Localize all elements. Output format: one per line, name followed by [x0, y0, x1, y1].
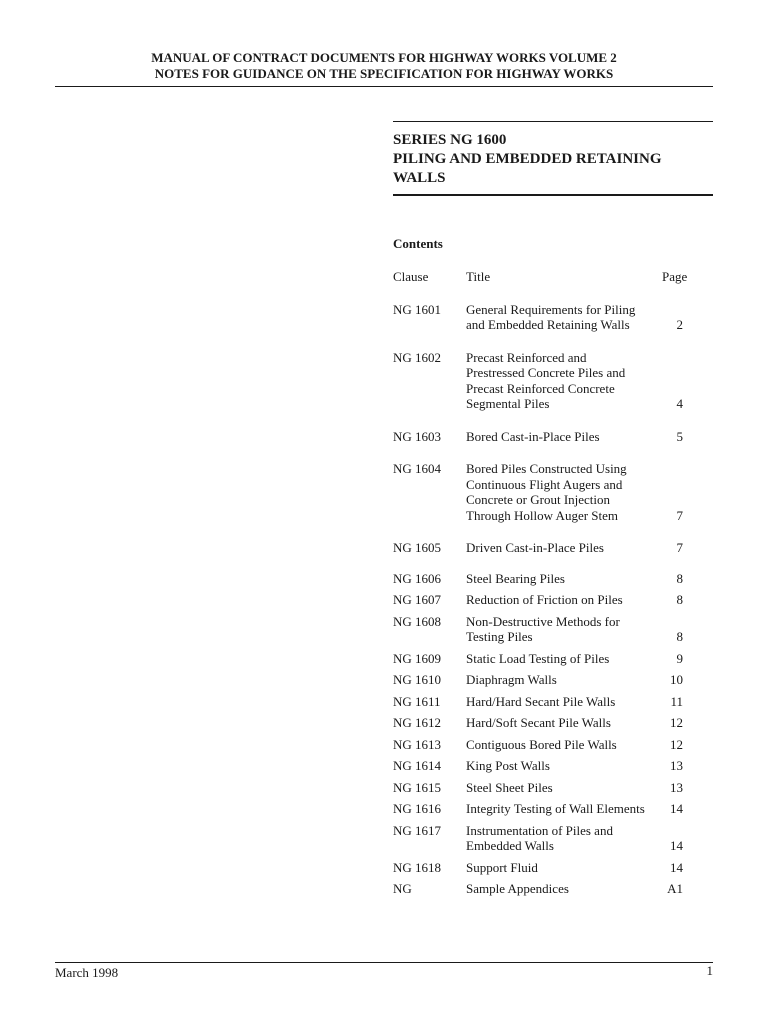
contents-entry — [393, 737, 693, 753]
entry-title: Reduction of Friction on Piles — [466, 592, 623, 607]
entry-title: Static Load Testing of Piles — [466, 650, 610, 666]
header-rule — [55, 86, 713, 87]
entry-title: Support Fluid — [466, 859, 538, 875]
contents-entry — [393, 694, 693, 710]
entry-page: 8 — [676, 570, 683, 586]
header-line-2: NOTES FOR GUIDANCE ON THE SPECIFICATION FOR HIGHWAY WORKS — [154, 66, 614, 81]
entry-clause: NG 1616 — [393, 801, 442, 816]
entry-page: 11 — [670, 693, 683, 709]
footer-rule — [55, 962, 713, 963]
contents-entry — [393, 823, 693, 854]
series-top-rule — [393, 121, 713, 122]
contents-entry — [393, 540, 693, 556]
entry-page: 10 — [670, 672, 683, 687]
entry-title: Bored Cast-in-Place Piles — [466, 428, 600, 444]
entry-clause: NG 1603 — [393, 428, 442, 444]
entry-clause: NG 1612 — [393, 715, 442, 730]
contents-entry — [393, 672, 693, 688]
footer-page-number: 1 — [706, 963, 713, 978]
entry-clause: NG 1604 — [393, 461, 442, 476]
entry-title: Hard/Soft Secant Pile Walls — [466, 715, 611, 730]
entry-clause: NG 1602 — [393, 349, 442, 365]
contents-entry — [393, 715, 693, 731]
entry-page: 8 — [676, 592, 683, 607]
entry-clause: NG 1607 — [393, 592, 442, 607]
entry-title: Diaphragm Walls — [466, 672, 557, 687]
entry-clause: NG 1614 — [393, 758, 442, 773]
series-name-line-2: WALLS — [393, 170, 446, 186]
entry-page: 13 — [670, 758, 683, 773]
contents-entry — [393, 651, 693, 667]
entry-title: Contiguous Bored Pile Walls — [466, 736, 617, 752]
entry-page: 4 — [676, 396, 683, 411]
entry-page: 13 — [670, 779, 683, 795]
entry-page: 14 — [670, 801, 683, 816]
contents-entry — [393, 350, 693, 412]
entry-title: Instrumentation of Piles and Embedded Walls — [466, 822, 613, 853]
series-title — [393, 131, 713, 188]
entry-page: 7 — [676, 507, 683, 523]
contents-column-headers — [393, 269, 693, 285]
entry-page: 5 — [676, 428, 683, 444]
entry-page: 14 — [670, 859, 683, 875]
column-header-clause: Clause — [393, 269, 429, 284]
contents-heading: Contents — [393, 236, 443, 251]
contents-entry — [393, 860, 693, 876]
contents-entry — [393, 780, 693, 796]
entry-title: Driven Cast-in-Place Piles — [466, 540, 604, 555]
entry-clause: NG 1605 — [393, 540, 442, 555]
entry-clause: NG 1609 — [393, 650, 442, 666]
contents-entry — [393, 614, 693, 645]
entry-title: Non-Destructive Methods for Testing Piles — [466, 613, 620, 644]
contents-entry — [393, 801, 693, 817]
entry-page: 12 — [670, 715, 683, 730]
contents-entries — [393, 302, 693, 897]
entry-page: 12 — [670, 736, 683, 752]
contents-entry — [393, 592, 693, 608]
series-number: SERIES NG 1600 — [393, 132, 507, 148]
contents-entry — [393, 758, 693, 774]
contents-table — [393, 269, 693, 897]
entry-clause: NG 1615 — [393, 779, 442, 795]
entry-page: 9 — [676, 650, 683, 666]
footer-date: March 1998 — [55, 965, 119, 980]
entry-title: Hard/Hard Secant Pile Walls — [466, 693, 616, 709]
entry-title: Steel Sheet Piles — [466, 779, 553, 795]
entry-title: Integrity Testing of Wall Elements — [466, 801, 645, 816]
contents-entry — [393, 429, 693, 445]
entry-clause: NG 1613 — [393, 736, 442, 752]
contents-entry — [393, 571, 693, 587]
entry-title: Bored Piles Constructed Using Continuous Flight Augers and Concrete or Grout Injection Through Hollow Auger Stem — [466, 461, 627, 523]
column-header-page: Page — [662, 269, 688, 284]
entry-page: 8 — [676, 629, 683, 644]
entry-page: 7 — [676, 540, 683, 555]
series-bottom-rule — [393, 194, 713, 196]
entry-clause: NG 1608 — [393, 613, 442, 629]
series-name-line-1: PILING AND EMBEDDED RETAINING — [393, 151, 662, 167]
entry-clause: NG 1601 — [393, 301, 442, 317]
column-header-title: Title — [466, 269, 491, 284]
contents-entry — [393, 881, 693, 897]
contents-entry — [393, 302, 693, 333]
entry-page: 14 — [670, 838, 683, 853]
entry-page: A1 — [667, 881, 683, 896]
entry-title: King Post Walls — [466, 758, 550, 773]
entry-clause: NG 1618 — [393, 859, 442, 875]
entry-title: General Requirements for Piling and Embedded Retaining Walls — [466, 301, 636, 332]
entry-page: 2 — [676, 317, 683, 332]
entry-title: Steel Bearing Piles — [466, 570, 565, 586]
entry-clause: NG 1606 — [393, 570, 442, 586]
entry-title: Sample Appendices — [466, 881, 569, 896]
contents-entry — [393, 461, 693, 523]
header-line-1: MANUAL OF CONTRACT DOCUMENTS FOR HIGHWAY WORKS VOLUME 2 — [151, 50, 617, 65]
entry-clause: NG — [393, 881, 412, 896]
entry-clause: NG 1610 — [393, 672, 442, 687]
entry-title: Precast Reinforced and Prestressed Concrete Piles and Precast Reinforced Concrete Segmental Piles — [466, 349, 626, 411]
entry-clause: NG 1611 — [393, 693, 441, 709]
running-header — [0, 50, 768, 82]
entry-clause: NG 1617 — [393, 822, 442, 838]
